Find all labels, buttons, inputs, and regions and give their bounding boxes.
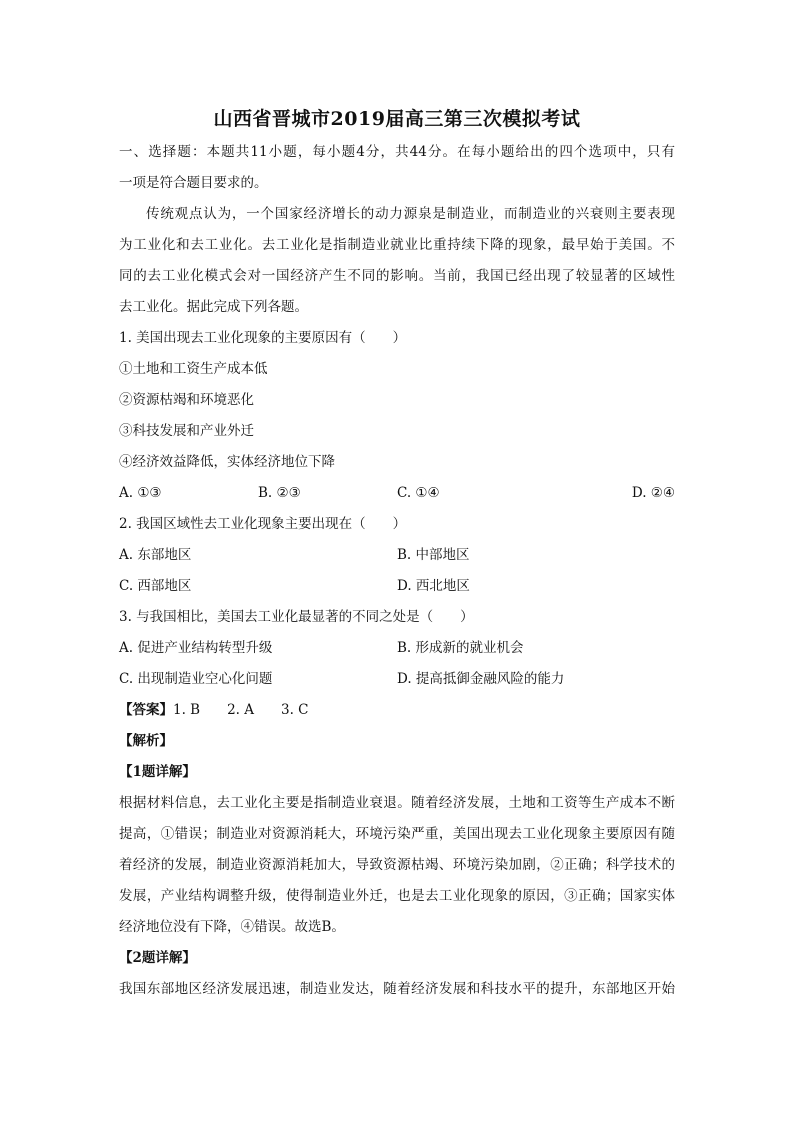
passage-line: 同的去工业化模式会对一国经济产生不同的影响。当前，我国已经出现了较显著的区域性 [119,268,675,284]
q2-options-row [119,571,675,602]
q2-option-d: D. 西北地区 [397,578,470,594]
question-3-stem: 3. 与我国相比，美国去工业化最显著的不同之处是（ ） [119,609,474,625]
question-2-stem: 2. 我国区域性去工业化现象主要出现在（ ） [119,516,407,532]
q1-statement: ④经济效益降低，实体经济地位下降 [119,454,335,470]
section-header-line: 一、选择题：本题共11小题，每小题4分，共44分。在每小题给出的四个选项中，只有 [119,144,675,160]
q3-option-a: A. 促进产业结构转型升级 [119,640,273,656]
q1-statement: ②资源枯竭和环境恶化 [119,392,254,408]
detail-2-label: 【2题详解】 [119,950,196,966]
q1-option-d: D. ②④ [631,485,675,501]
detail-1-line: 经济地位没有下降，④错误。故选B。 [119,919,345,935]
answer-label: 【答案】 [119,702,173,718]
q2-option-a: A. 东部地区 [119,547,192,563]
analysis-label: 【解析】 [119,733,173,749]
passage-line: 传统观点认为，一个国家经济增长的动力源泉是制造业，而制造业的兴衰则主要表现 [146,206,675,222]
detail-1-line: 发展，产业结构调整升级，使得制造业外迁，也是去工业化现象的原因，③正确；国家实体 [119,888,675,904]
answer-text: 1. B 2. A 3. C [173,702,309,718]
section-header-line: 一项是符合题目要求的。 [119,175,268,191]
q3-option-b: B. 形成新的就业机会 [397,640,524,656]
q1-statement: ③科技发展和产业外迁 [119,423,254,439]
q1-option-a: A. ①③ [119,485,162,501]
passage-line: 为工业化和去工业化。去工业化是指制造业就业比重持续下降的现象，最早始于美国。不 [119,237,675,253]
q2-option-b: B. 中部地区 [397,547,470,563]
q1-options [119,478,675,509]
detail-1-line: 着经济的发展，制造业资源消耗加大，导致资源枯竭、环境污染加剧，②正确；科学技术的 [119,857,675,873]
page-title: 山西省晋城市2019届高三第三次模拟考试 [213,108,581,130]
passage-line: 去工业化。据此完成下列各题。 [119,299,308,315]
detail-1-label: 【1题详解】 [119,764,196,780]
detail-1-line: 根据材料信息，去工业化主要是指制造业衰退。随着经济发展，土地和工资等生产成本不断 [119,795,675,811]
q3-options-row [119,664,675,695]
q3-option-d: D. 提高抵御金融风险的能力 [397,671,565,687]
q1-option-c: C. ①④ [397,485,440,501]
q1-statement: ①土地和工资生产成本低 [119,361,268,377]
answer-line [119,695,675,726]
document-content [119,105,675,1005]
q2-options-row [119,540,675,571]
q1-option-b: B. ②③ [258,485,301,501]
question-1-stem: 1. 美国出现去工业化现象的主要原因有（ ） [119,330,407,346]
q3-options-row [119,633,675,664]
detail-2-line: 我国东部地区经济发展迅速，制造业发达，随着经济发展和科技水平的提升，东部地区开始 [119,981,675,997]
detail-1-line: 提高，①错误；制造业对资源消耗大，环境污染严重，美国出现去工业化现象主要原因有随 [119,826,675,842]
q3-option-c: C. 出现制造业空心化问题 [119,671,273,687]
q2-option-c: C. 西部地区 [119,578,192,594]
